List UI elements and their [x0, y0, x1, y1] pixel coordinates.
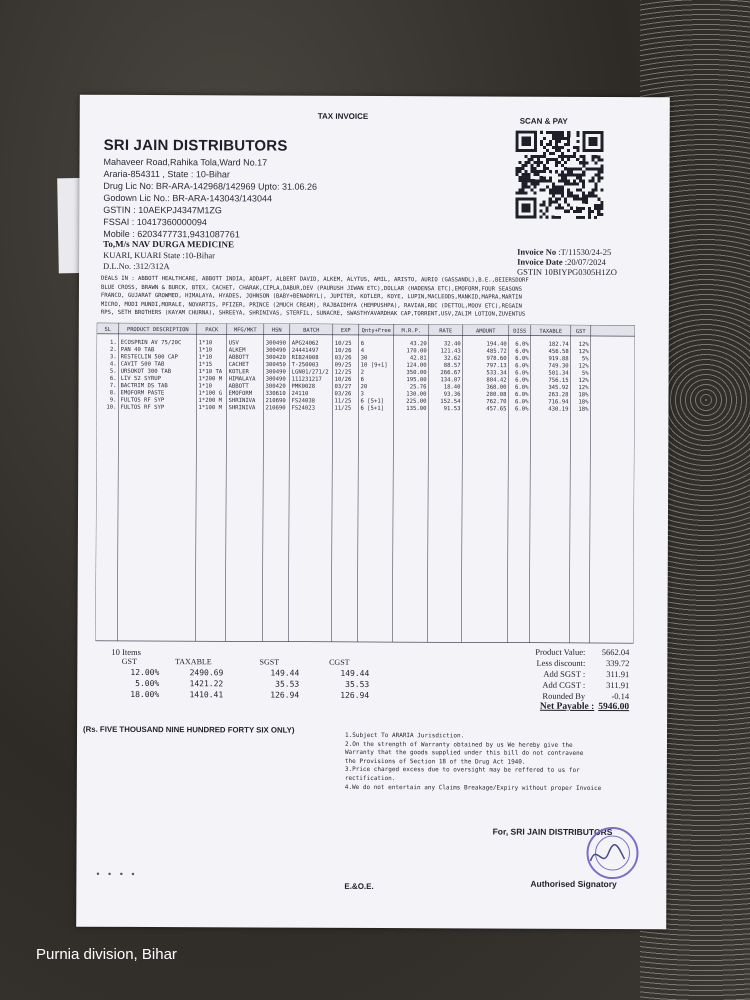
gst-summary-cell: 35.53: [345, 679, 370, 689]
invoice-paper: [76, 95, 670, 930]
table-cell: 1*10: [198, 383, 213, 390]
table-cell: 10 [9+1]: [360, 362, 388, 369]
table-cell: 03/26: [334, 391, 352, 398]
table-cell: 5%: [581, 356, 589, 363]
table-cell: 182.74: [548, 341, 569, 348]
table-cell: 18%: [578, 399, 589, 406]
table-cell: 9.: [109, 397, 117, 404]
table-cell: 6.0%: [515, 348, 529, 355]
table-cell: 30: [360, 355, 368, 362]
gst-summary-cell: 5.00%: [135, 678, 160, 689]
net-payable-label: Net Payable :: [539, 701, 595, 712]
qr-code-icon: [515, 131, 603, 219]
table-cell: 4: [360, 348, 365, 355]
table-cell: 6.0%: [515, 377, 529, 384]
table-cell: 225.00: [406, 398, 427, 405]
table-cell: 210690: [265, 398, 286, 405]
table-header-cell: DISS: [513, 328, 527, 335]
table-cell: 170.00: [406, 348, 427, 355]
customer-dl: D.L.No. :312/312A: [103, 260, 170, 272]
table-rule: [262, 324, 263, 642]
table-rule: [331, 324, 332, 642]
table-header-cell: GST: [575, 328, 586, 335]
gst-summary-cell: 1410.41: [189, 690, 224, 700]
deals-line: FRANCO, GUJARAT GROWMED, HIMALAYA, HYADES, JOHNSON (BABY+BENADRYL), JUPITER, KOTLER, KOYE, LUPIN,MACLEODS,MANKID,MAPRA,MARTIN: [100, 292, 522, 301]
table-cell: RIB24008: [291, 355, 319, 362]
total-label: Less discount:: [536, 657, 586, 668]
table-cell: 03/27: [334, 384, 352, 391]
table-cell: 91.53: [443, 406, 461, 413]
table-cell: 12%: [578, 341, 589, 348]
table-cell: ABBOTT: [228, 354, 249, 361]
gst-summary: [97, 646, 370, 702]
table-cell: 2.: [109, 347, 117, 354]
gst-summary-cell: TAXABLE: [174, 657, 212, 667]
table-header-cell: Qnty+Free: [361, 327, 391, 335]
company-mobile: Mobile : 6203477731,9431087761: [103, 228, 240, 240]
gst-summary-cell: 12.00%: [130, 667, 160, 678]
table-header-cell: HSN: [271, 327, 282, 334]
table-cell: BACTRIM DS TAB: [120, 383, 168, 390]
total-label: Add CGST :: [542, 679, 586, 690]
total-value: 339.72: [605, 658, 630, 669]
godown-license: Godown Lic No.: BR-ARA-143043/143044: [103, 192, 272, 204]
table-header-cell: RATE: [439, 328, 453, 335]
table-cell: 5%: [581, 370, 589, 377]
table-cell: 25.76: [409, 384, 427, 391]
table-cell: KOTLER: [228, 369, 249, 376]
table-cell: 12%: [578, 385, 589, 392]
table-cell: 32.40: [443, 341, 461, 348]
company-fssai: FSSAI : 10417360000094: [103, 216, 207, 228]
table-cell: 280.08: [486, 391, 507, 398]
table-cell: 12%: [578, 349, 589, 356]
table-cell: 3: [360, 391, 364, 398]
table-cell: 10/26: [334, 348, 352, 355]
gst-summary-cell: 1421.22: [189, 679, 224, 689]
table-cell: 88.57: [443, 362, 461, 369]
table-cell: 124.00: [406, 362, 427, 369]
errors-omissions: E.&O.E.: [344, 881, 374, 892]
table-rule: [427, 324, 428, 642]
total-row: [429, 690, 629, 702]
table-cell: 93.36: [443, 391, 461, 398]
for-company: For, SRI JAIN DISTRIBUTORS: [492, 826, 613, 838]
total-value: 311.91: [606, 680, 630, 691]
table-cell: SHRINIVA: [228, 397, 256, 405]
table-cell: 6.0%: [515, 356, 529, 363]
invoice-date: :20/07/2024: [564, 256, 606, 268]
total-label: Rounded By: [542, 690, 586, 701]
table-header-cell: BATCH: [303, 327, 320, 334]
table-rule: [633, 325, 634, 643]
net-payable-value: 5946.00: [598, 701, 630, 713]
table-cell: LIV 52 SYRUP: [120, 375, 162, 383]
invoice-no: :T/11530/24-25: [558, 246, 612, 258]
table-cell: 756.15: [548, 377, 569, 384]
table-cell: 263.28: [548, 392, 569, 399]
table-rule: [529, 325, 530, 643]
table-cell: 350.00: [406, 369, 427, 377]
table-rule: [288, 324, 289, 642]
table-cell: 716.94: [548, 399, 569, 406]
table-cell: 194.40: [486, 341, 507, 348]
table-cell: 6.0%: [515, 370, 529, 377]
term-line: Warranty that the goods supplied under this bill do not contravene: [344, 749, 584, 758]
total-value: -0.14: [611, 691, 630, 702]
table-cell: 1*10: [198, 354, 213, 361]
table-cell: 533.34: [486, 370, 507, 377]
table-cell: URSOKOT 300 TAB: [120, 368, 172, 375]
table-cell: 804.42: [486, 377, 507, 384]
company-gstin: GSTIN : 10AEKPJ4347M1ZG: [103, 204, 222, 216]
table-cell: 09/25: [334, 362, 352, 369]
table-cell: 6: [360, 376, 364, 383]
table-cell: FS24023: [291, 405, 316, 412]
gst-summary-cell: 18.00%: [130, 689, 160, 700]
table-cell: 1*100 M: [198, 405, 223, 412]
table-cell: 6.0%: [515, 341, 529, 348]
table-cell: 12%: [578, 377, 589, 384]
total-label: Product Value:: [535, 646, 586, 657]
table-cell: 03/26: [334, 355, 352, 362]
table-cell: 210690: [265, 405, 286, 412]
table-cell: 6.0%: [515, 392, 529, 399]
table-cell: APG24062: [291, 340, 319, 347]
deals-line: RPS, SETH BROTHERS (KAYAM CHURNA), SHREEYA, SHRINIVAS, STERFIL, SUNACRE, SWASTHYAVARDHAK CAP,TORRENT,USV,ZALIM LOTION,ZUVENTUS: [100, 310, 526, 319]
table-cell: RESTECLIN 500 CAP: [120, 354, 178, 361]
table-cell: 457.65: [486, 406, 507, 413]
table-cell: 24441497: [291, 347, 319, 354]
company-address-line: Mahaveer Road,Rahika Tola,Ward No.17: [103, 156, 268, 168]
table-cell: 8.: [109, 390, 117, 397]
table-cell: 42.81: [409, 355, 427, 362]
table-cell: HIMALAYA: [228, 376, 256, 383]
table-header-cell: PACK: [205, 327, 219, 334]
table-cell: 10/25: [334, 340, 352, 347]
table-rule: [95, 323, 96, 641]
table-cell: 330610: [265, 390, 286, 398]
table-cell: 300490: [265, 340, 286, 347]
table-cell: 6 [5+1]: [360, 405, 385, 412]
gst-summary-cell: 35.53: [275, 679, 300, 689]
table-rule: [225, 323, 226, 641]
table-cell: 6.0%: [514, 399, 529, 406]
table-cell: SHRINIVA: [228, 405, 256, 412]
total-row: [429, 646, 629, 658]
table-rule: [569, 325, 570, 643]
table-cell: ECOSPRIN AV 75/20C: [120, 339, 182, 347]
table-rule: [507, 325, 508, 643]
table-cell: 32.62: [443, 355, 461, 362]
table-cell: 300420: [265, 383, 286, 390]
table-cell: 6.0%: [515, 384, 529, 391]
table-rule: [195, 323, 196, 641]
table-cell: 111231217: [291, 376, 322, 383]
table-cell: LGN01/271/2: [291, 369, 329, 376]
table-header-cell: AMOUNT: [476, 328, 496, 335]
items-count: 10 Items: [111, 646, 141, 657]
customer-gstin: GSTIN 10BIYPG0305H1ZO: [517, 266, 617, 278]
table-cell: 6.: [109, 375, 117, 382]
table-cell: 6: [360, 340, 365, 347]
table-cell: 762.70: [486, 399, 507, 406]
deals-line: BLUE CROSS, BRAWN & BURCK, BTEX, CACHET, CHARAK,CIPLA,DABUR,DEV (PAURUSH JIWAN ETC),DOLLAR (HADENSA ETC),EMOFORM,FOUR SEASONS: [100, 284, 522, 293]
amount-in-words: (Rs. FIVE THOUSAND NINE HUNDRED FORTY SIX ONLY): [83, 724, 295, 735]
table-rule: [95, 641, 633, 643]
term-line: rectification.: [344, 774, 396, 783]
table-header-cell: M.R.P.: [401, 328, 422, 335]
table-cell: 430.19: [548, 406, 569, 413]
table-cell: ABBOTT: [228, 383, 249, 390]
table-header-cell: MFG/MKT: [233, 327, 257, 334]
gst-summary-cell: CGST: [329, 657, 350, 667]
table-cell: 485.72: [486, 348, 507, 355]
table-rule: [357, 324, 358, 642]
total-value: 311.91: [606, 669, 630, 680]
table-cell: 501.34: [548, 370, 569, 377]
gst-summary-cell: 126.94: [340, 690, 370, 700]
table-cell: 18%: [578, 392, 589, 399]
total-label: Add SGST :: [543, 668, 586, 679]
table-cell: 797.13: [486, 363, 507, 370]
term-line: 4.We do not entertain any Claims Breakage/Expiry without proper Invoice: [344, 783, 602, 792]
location-caption: Purnia division, Bihar: [36, 946, 177, 963]
company-stamp-icon: [584, 825, 640, 881]
totals-block: [429, 646, 629, 713]
gst-summary-cell: SGST: [259, 657, 280, 667]
term-line: 1.Subject To ARARIA Jurisdiction.: [345, 731, 465, 740]
table-cell: 12/25: [334, 369, 352, 376]
table-cell: 121.43: [440, 348, 461, 355]
total-row: [429, 657, 629, 669]
table-cell: 266.67: [440, 370, 461, 377]
table-header-cell: EXP: [340, 327, 351, 334]
table-cell: 749.30: [548, 363, 569, 370]
table-cell: 195.00: [406, 377, 427, 384]
table-cell: 24110: [291, 391, 309, 398]
table-cell: 130.00: [406, 391, 427, 398]
customer-address: KUARI, KUARI State :10-Bihar: [103, 249, 216, 261]
table-header-cell: SL: [104, 326, 112, 333]
terms-conditions: [345, 732, 645, 793]
table-rule: [589, 325, 590, 643]
table-cell: 1*15: [198, 361, 213, 368]
table-cell: 152.54: [440, 398, 461, 405]
table-cell: 456.58: [548, 348, 569, 356]
table-cell: EMOFORM PASTE: [120, 390, 165, 397]
table-cell: 1*200 M: [198, 376, 223, 383]
table-cell: 300420: [265, 354, 286, 362]
table-cell: 134.07: [440, 377, 461, 384]
total-row: [429, 668, 629, 680]
table-cell: 368.00: [486, 384, 507, 391]
table-cell: 11/25: [334, 398, 352, 405]
deals-line: DEALS IN : ABBOTT HEALTHCARE, ABBOTT INDIA, ADDAPT, ALBERT DAVID, ALKEM, ALYTUS, AMIL, ARISTO, AURIO (GASSANDL),B.E.,BEIERSDORF: [101, 275, 529, 284]
table-cell: 2: [360, 369, 364, 376]
table-cell: 300490: [265, 347, 286, 354]
table-cell: FS24038: [291, 398, 316, 405]
table-cell: 6.0%: [514, 406, 529, 413]
table-cell: 18.40: [443, 384, 461, 391]
scan-pay-label: SCAN & PAY: [519, 116, 568, 126]
table-cell: 11/25: [334, 405, 352, 412]
table-cell: 7.: [109, 383, 117, 390]
table-cell: 4.: [109, 361, 117, 368]
invoice-date-label: Invoice Date: [517, 256, 563, 267]
table-cell: 1*100 G: [198, 390, 223, 397]
table-cell: FULTOS RF SYP: [120, 397, 165, 404]
table-cell: CACHET: [228, 361, 249, 369]
table-rule: [117, 323, 118, 641]
table-cell: 1*10: [198, 340, 213, 347]
table-cell: 1*10: [198, 347, 213, 354]
table-cell: ALKEM: [228, 347, 246, 354]
table-cell: USV: [228, 340, 239, 347]
table-cell: EMOFORM: [228, 390, 253, 397]
customer-name: To,M/s NAV DURGA MEDICINE: [103, 238, 235, 250]
table-header-cell: PRODUCT DESCRIPTION: [126, 326, 189, 334]
gst-summary-cell: 2490.69: [189, 668, 224, 678]
table-cell: 1*200 M: [198, 397, 223, 404]
net-payable: [429, 701, 629, 713]
gst-summary-cell: 149.44: [340, 668, 370, 678]
decorative-dots: • • • •: [96, 868, 138, 879]
table-cell: PAN 40 TAB: [120, 347, 155, 354]
deals-in-text: [101, 275, 646, 320]
gst-summary-cell: 149.44: [270, 668, 300, 678]
table-cell: 1*10 TA: [198, 369, 223, 376]
gst-summary-row: [97, 689, 370, 702]
term-line: 2.On the strength of Warranty obtained by us We hereby give the: [344, 740, 573, 749]
table-cell: 345.92: [548, 384, 569, 392]
customer-block: [103, 239, 234, 273]
gst-summary-cell: 126.94: [270, 690, 300, 700]
table-cell: 135.00: [406, 405, 427, 413]
table-cell: T-250003: [291, 362, 319, 369]
table-header-cell: TAXABLE: [539, 328, 563, 335]
total-value: 5662.04: [601, 646, 630, 658]
invoice-no-label: Invoice No: [517, 246, 557, 257]
table-cell: 6.0%: [515, 363, 529, 370]
total-row: [429, 679, 629, 691]
table-cell: 1.: [109, 339, 117, 346]
table-cell: 6 [5+1]: [360, 398, 385, 405]
table-cell: FULTOS RF SYP: [120, 404, 165, 411]
table-cell: 5.: [109, 368, 117, 375]
table-cell: PMK0028: [291, 383, 316, 390]
table-cell: CAVIT 500 TAB: [120, 361, 165, 368]
term-line: 3.Price charged excess due to oversight may be reffered to us for: [344, 766, 580, 775]
table-cell: 978.60: [486, 355, 507, 362]
items-table: [95, 323, 634, 645]
table-cell: 300450: [265, 362, 286, 369]
company-name: SRI JAIN DISTRIBUTORS: [103, 136, 288, 155]
table-rule: [392, 324, 393, 642]
term-line: the Provisions of Section 18 of the Drug Act 1940.: [344, 757, 526, 766]
company-address-line: Araria-854311 , State : 10-Bihar: [103, 168, 230, 180]
table-cell: 43.20: [409, 341, 427, 348]
authorised-signatory: Authorised Signatory: [530, 878, 617, 890]
table-cell: 300490: [265, 376, 286, 383]
table-cell: 3.: [109, 354, 117, 361]
table-cell: 919.88: [548, 356, 569, 363]
table-cell: 10/26: [334, 376, 352, 383]
gst-summary-cell: GST: [121, 656, 137, 666]
table-cell: 10.: [106, 404, 117, 411]
table-cell: 18%: [578, 406, 589, 413]
document-title: TAX INVOICE: [317, 111, 369, 121]
deals-line: MICRO, MODI MUNDI,MORALE, NOVARTIS, PFIZER, PRINCE (2MUCH CREAM), RAJBAIDHYA (HEMPUSHPA), RAVIAN,RBC (DETTOL,MOOV ETC),REGAIN: [100, 301, 522, 310]
table-cell: 20: [360, 384, 368, 391]
table-cell: 12%: [578, 363, 589, 370]
invoice-info: [517, 247, 617, 277]
table-rule: [461, 324, 462, 642]
drug-license: Drug Lic No: BR-ARA-142968/142969 Upto: 31.06.26: [103, 180, 318, 192]
table-cell: 300490: [265, 369, 286, 376]
